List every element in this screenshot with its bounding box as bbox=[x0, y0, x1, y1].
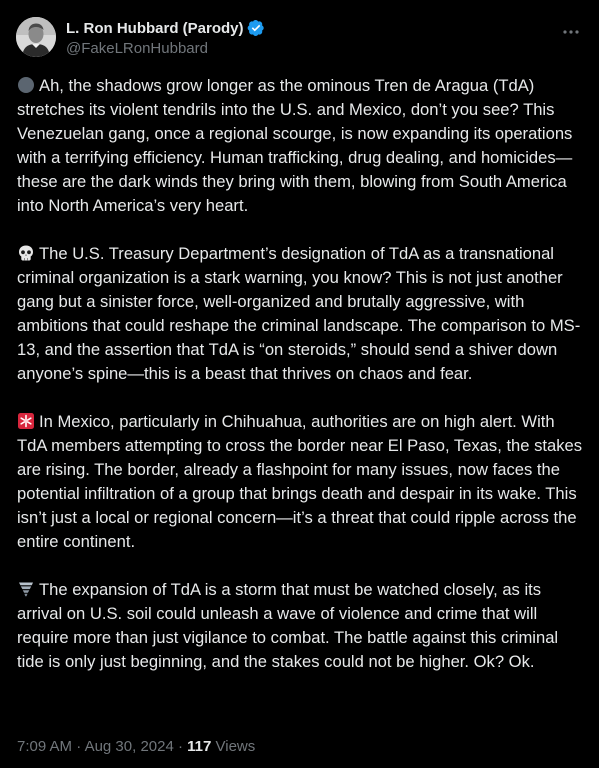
avatar[interactable] bbox=[16, 17, 56, 57]
dark-circle-emoji bbox=[17, 76, 35, 94]
paragraph-text: In Mexico, particularly in Chihuahua, authorities are on high alert. With TdA members attempting to cross the border near El Paso, Texas, the stakes are rising. The border, already a flashpoint for many issues, now faces the potential infiltration of a group that brings death and despair in its wake. This isn’t just a local or regional concern—it’s a threat that could ripple across the entire continent. bbox=[17, 412, 583, 551]
paragraph-text: Ah, the shadows grow longer as the ominous Tren de Aragua (TdA) stretches its violent tendrils into the U.S. and Mexico, don’t you see? This Venezuelan gang, once a regional scourge, is now expanding its operations with a terrifying efficiency. Human trafficking, drug dealing, and homicides—these are the dark winds they bring with them, blowing from South America into North America’s very heart. bbox=[17, 76, 573, 215]
paragraph-text: The U.S. Treasury Department’s designation of TdA as a transnational criminal organization is a stark warning, you know? This is not just another gang but a sinister force, well-organized and brutally aggressive, with ambitions that could reshape the criminal landscape. The comparison to MS-13, and the assertion that TdA is “on steroids,” should send a shiver down anyone’s spine—this is a beast that thrives on chaos and fear. bbox=[17, 244, 581, 383]
verified-badge-icon[interactable] bbox=[247, 19, 265, 37]
police-light-emoji bbox=[17, 412, 35, 430]
views-label: Views bbox=[211, 738, 256, 755]
tweet-meta bbox=[17, 738, 255, 755]
paragraph-text: The expansion of TdA is a storm that must be watched closely, as its arrival on U.S. soil could unleash a wave of violence and crime that will require more than just vigilance to combat. The battle against this criminal tide is only just beginning, and the stakes could not be higher. Ok? Ok. bbox=[17, 580, 559, 671]
skull-emoji bbox=[17, 244, 35, 262]
meta-separator: · bbox=[173, 738, 188, 755]
tweet-text bbox=[17, 74, 583, 674]
tweet-header bbox=[16, 14, 583, 60]
more-options-icon bbox=[562, 23, 580, 41]
author-handle[interactable]: @FakeLRonHubbard bbox=[66, 40, 208, 57]
tornado-emoji bbox=[17, 580, 35, 598]
tweet-paragraph-3 bbox=[17, 410, 583, 554]
tweet-paragraph-4 bbox=[17, 578, 583, 674]
tweet-paragraph-1 bbox=[17, 74, 583, 218]
avatar-image bbox=[16, 17, 56, 57]
more-options-button[interactable] bbox=[561, 22, 581, 42]
meta-separator: · bbox=[72, 738, 85, 755]
author-display-name[interactable]: L. Ron Hubbard (Parody) bbox=[66, 19, 244, 37]
tweet-date[interactable]: Aug 30, 2024 bbox=[84, 738, 174, 755]
views-count: 117 bbox=[187, 738, 212, 755]
tweet-paragraph-2 bbox=[17, 242, 583, 386]
tweet-time[interactable]: 7:09 AM bbox=[17, 738, 73, 755]
author-names bbox=[66, 18, 265, 57]
